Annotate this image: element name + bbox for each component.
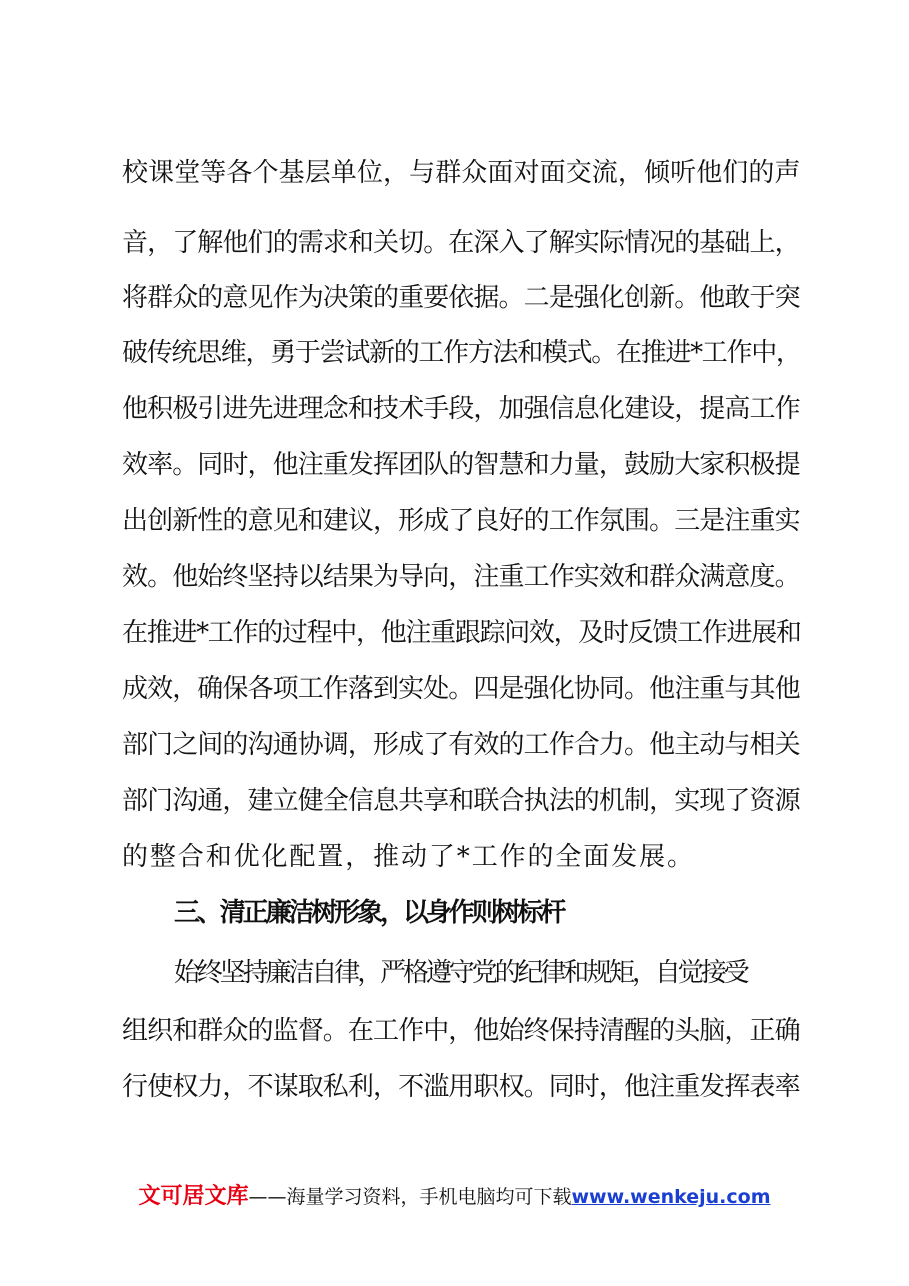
body-line-8: 效。他始终坚持以结果为导向，注重工作实效和群众满意度。 xyxy=(122,562,800,592)
footer-url-link[interactable]: www.wenkeju.com xyxy=(571,1186,771,1208)
body-line-4: 破传统思维，勇于尝试新的工作方法和模式。在推进*工作中， xyxy=(122,338,801,368)
body-line-7: 出创新性的意见和建议，形成了良好的工作氛围。三是注重实 xyxy=(122,506,800,536)
body-line-11: 部门之间的沟通协调，形成了有效的工作合力。他主动与相关 xyxy=(122,730,800,760)
footer-slogan: ——海量学习资料，手机电脑均可下载 xyxy=(248,1186,572,1208)
paragraph2-line-2: 组织和群众的监督。在工作中，他始终保持清醒的头脑，正确 xyxy=(122,1016,800,1046)
paragraph2-line-3: 行使权力，不谋取私利，不滥用职权。同时，他注重发挥表率 xyxy=(122,1072,800,1102)
body-line-6: 效率。同时，他注重发挥团队的智慧和力量，鼓励大家积极提 xyxy=(122,450,800,480)
section-heading: 三、清正廉洁树形象，以身作则树标杆 xyxy=(174,898,564,928)
footer-brand: 文可居文库 xyxy=(138,1184,249,1209)
body-line-1: 校课堂等各个基层单位，与群众面对面交流，倾听他们的声 xyxy=(122,158,801,188)
paragraph2-line-1: 始终坚持廉洁自律，严格遵守党的纪律和规矩，自觉接受 xyxy=(174,958,747,988)
body-line-10: 成效，确保各项工作落到实处。四是强化协同。他注重与其他 xyxy=(122,674,800,704)
footer-banner xyxy=(0,1183,909,1211)
body-line-5: 他积极引进先进理念和技术手段，加强信息化建设，提高工作 xyxy=(122,394,800,424)
body-line-3: 将群众的意见作为决策的重要依据。二是强化创新。他敢于突 xyxy=(122,283,800,313)
body-line-2: 音，了解他们的需求和关切。在深入了解实际情况的基础上， xyxy=(122,228,800,258)
body-line-13: 的整合和优化配置，推动了*工作的全面发展。 xyxy=(122,842,695,872)
body-line-12: 部门沟通，建立健全信息共享和联合执法的机制，实现了资源 xyxy=(122,786,800,816)
body-line-9: 在推进*工作的过程中，他注重跟踪问效，及时反馈工作进展和 xyxy=(122,618,801,648)
